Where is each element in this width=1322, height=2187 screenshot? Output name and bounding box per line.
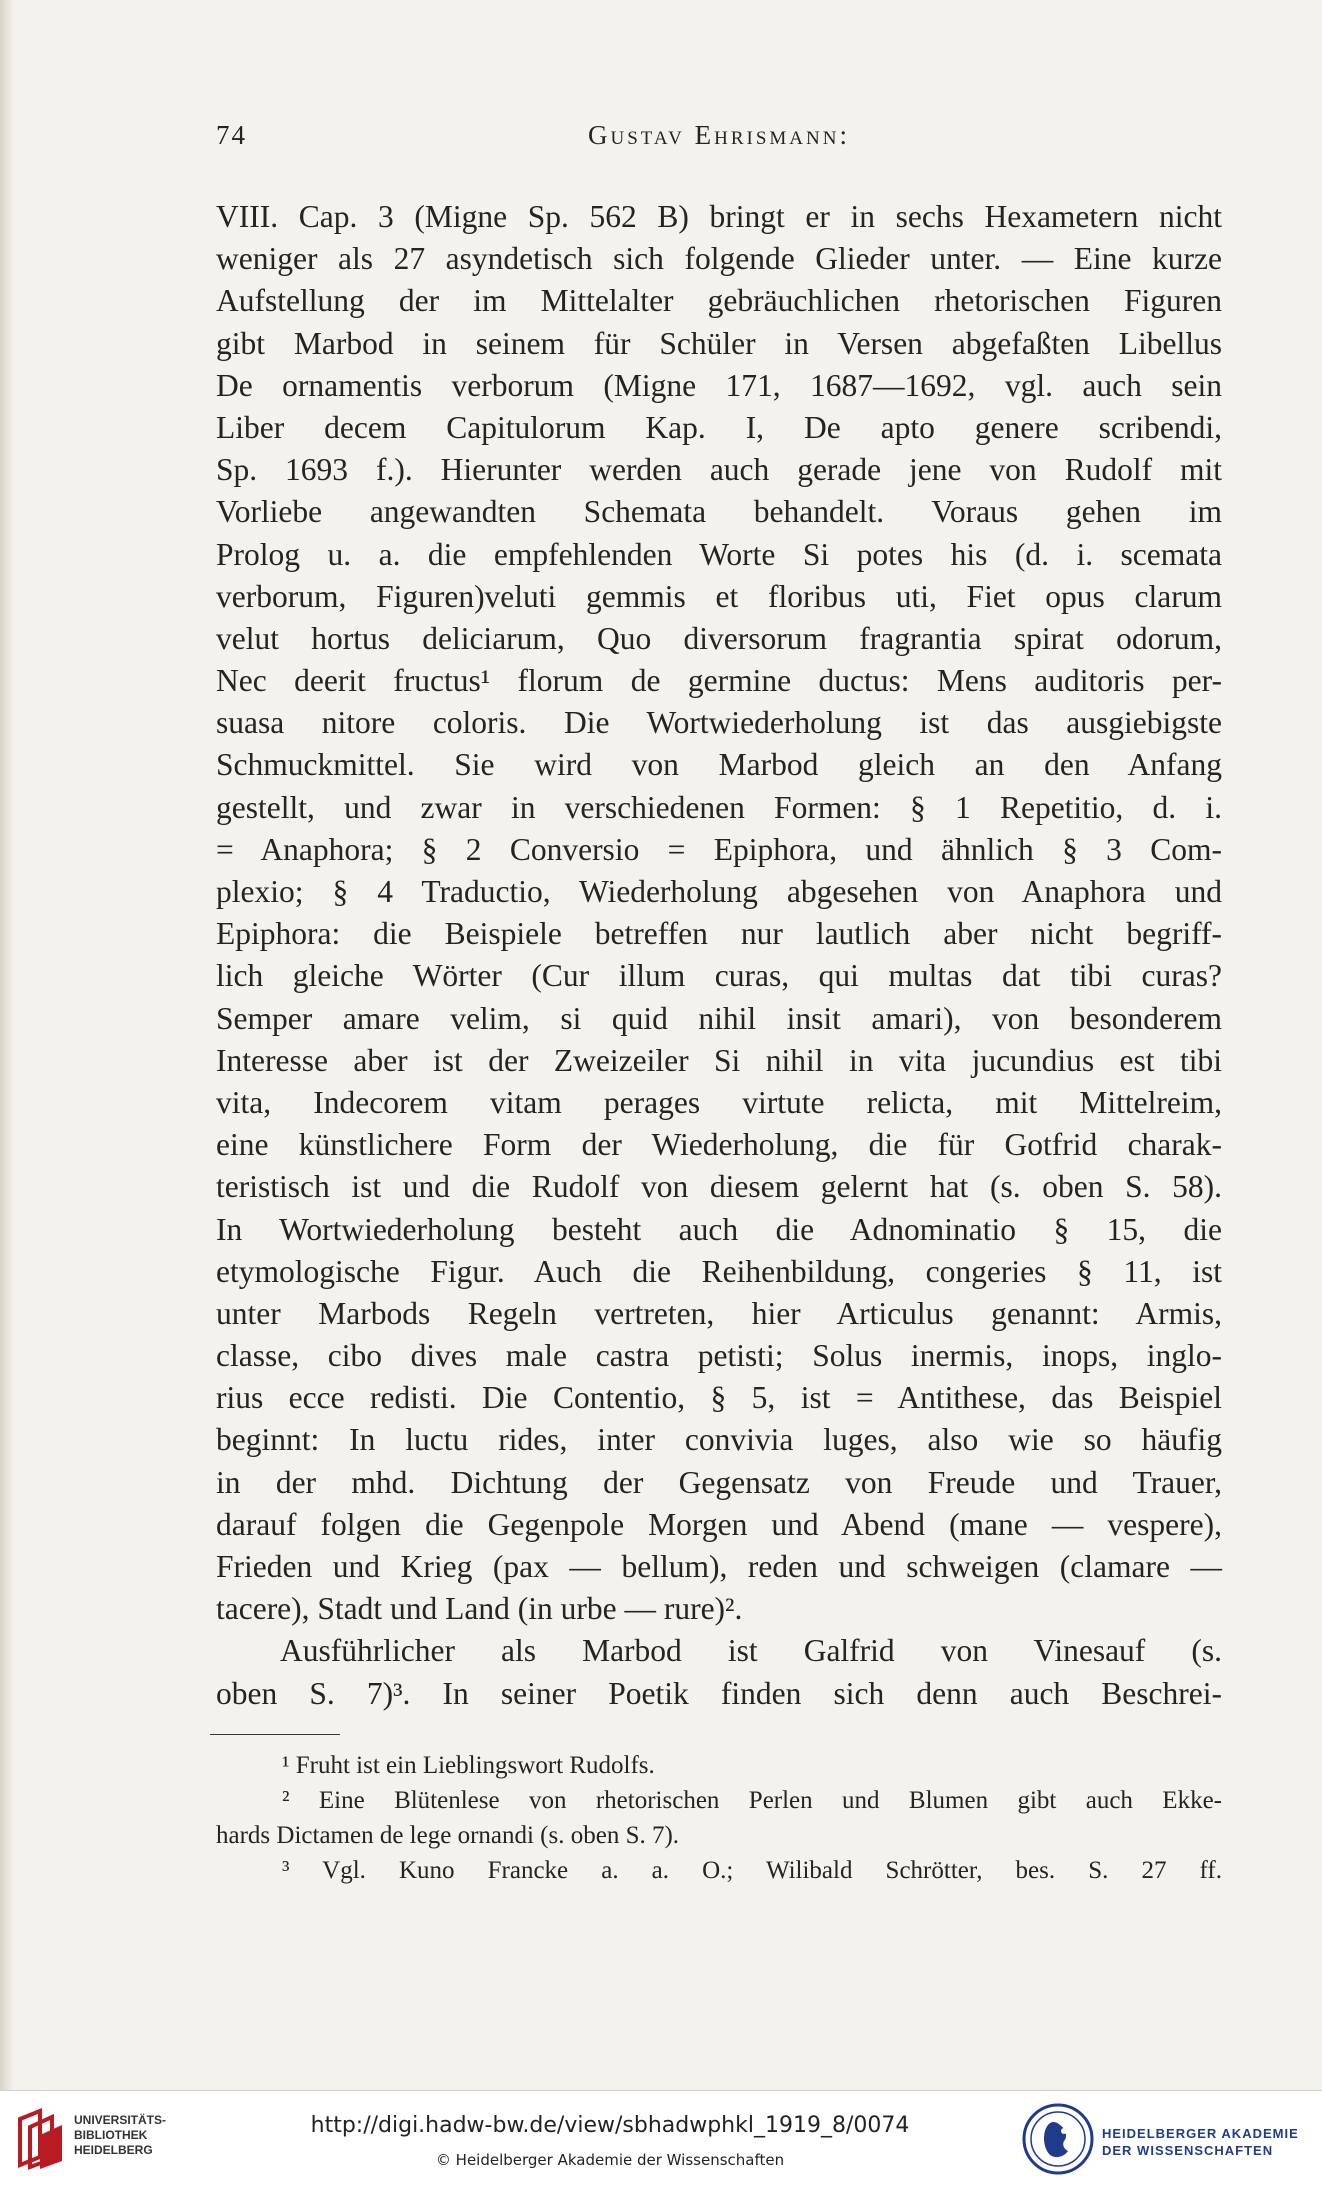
footnote-1: ¹ Fruht ist ein Lieblingswort Rudolfs. bbox=[282, 1752, 655, 1779]
text-line: Epiphora: die Beispiele betreffen nur lautlich aber nicht begriff- bbox=[216, 916, 1222, 952]
text-line: suasa nitore coloris. Die Wortwiederholung ist das ausgiebigste bbox=[216, 705, 1222, 741]
text-line: Schmuckmittel. Sie wird von Marbod gleich an den Anfang bbox=[216, 747, 1222, 783]
text-line: Vorliebe angewandten Schemata behandelt. Voraus gehen im bbox=[216, 494, 1222, 530]
author-name-head: Gustav Ehrismann: bbox=[588, 120, 850, 150]
text-line: In Wortwiederholung besteht auch die Adnominatio § 15, die bbox=[216, 1211, 1222, 1247]
text-line: weniger als 27 asyndetisch sich folgende Glieder unter. — Eine kurze bbox=[216, 241, 1222, 277]
text-line: = Anaphora; § 2 Conversio = Epiphora, und ähnlich § 3 Com- bbox=[216, 831, 1222, 867]
text-line: gibt Marbod in seinem für Schüler in Versen abgefaßten Libellus bbox=[216, 325, 1222, 361]
text-line: gestellt, und zwar in verschiedenen Formen: § 1 Repetitio, d. i. bbox=[216, 789, 1222, 825]
university-library-logo[interactable] bbox=[14, 2105, 174, 2175]
main-text bbox=[216, 196, 1222, 1715]
text-line: beginnt: In luctu rides, inter convivia luges, also wie so häufig bbox=[216, 1422, 1222, 1458]
text-line: Interesse aber ist der Zweizeiler Si nihil in vita jucundius est tibi bbox=[216, 1042, 1222, 1078]
text-line: VIII. Cap. 3 (Migne Sp. 562 B) bringt er in sechs Hexametern nicht bbox=[216, 199, 1222, 234]
text-line: plexio; § 4 Traductio, Wiederholung abgesehen von Anaphora und bbox=[216, 874, 1222, 909]
text-line: Semper amare velim, si quid nihil insit amari), von besonderem bbox=[216, 1000, 1222, 1036]
viewer-footer bbox=[0, 2090, 1322, 2187]
library-logo-text: UNIVERSITÄTS- BIBLIOTHEK HEIDELBERG bbox=[74, 2113, 167, 2157]
text-line: De ornamentis verborum (Migne 171, 1687—1692, vgl. auch sein bbox=[216, 367, 1222, 403]
text-line: Ausführlicher als Marbod ist Galfrid von Vinesauf (s. bbox=[280, 1633, 1222, 1669]
text-line: in der mhd. Dichtung der Gegensatz von Freude und Trauer, bbox=[216, 1464, 1222, 1500]
text-line: velut hortus deliciarum, Quo diversorum fragrantia spirat odorum, bbox=[216, 620, 1222, 656]
page-edge-shadow bbox=[0, 0, 14, 2090]
academy-logo[interactable] bbox=[1020, 2101, 1310, 2179]
text-line: rius ecce redisti. Die Contentio, § 5, ist = Antithese, das Beispiel bbox=[216, 1380, 1222, 1416]
text-line: Liber decem Capitulorum Kap. I, De apto genere scribendi, bbox=[216, 409, 1222, 445]
academy-seal-icon bbox=[1020, 2101, 1096, 2177]
text-line: Nec deerit fructus¹ florum de germine ductus: Mens auditoris per- bbox=[216, 663, 1222, 699]
copyright-notice: © Heidelberger Akademie der Wissenschaften bbox=[435, 2151, 785, 2169]
footnote-divider bbox=[210, 1734, 340, 1735]
text-line: Frieden und Krieg (pax — bellum), reden und schweigen (clamare — bbox=[216, 1549, 1222, 1584]
text-line: verborum, Figuren)veluti gemmis et floribus uti, Fiet opus clarum bbox=[216, 578, 1222, 614]
text-line: darauf folgen die Gegenpole Morgen und Abend (mane — vespere), bbox=[216, 1506, 1222, 1542]
text-line: classe, cibo dives male castra petisti; Solus inermis, inops, inglo- bbox=[216, 1338, 1222, 1374]
text-line: unter Marbods Regeln vertreten, hier Articulus genannt: Armis, bbox=[216, 1295, 1222, 1331]
text-line: etymologische Figur. Auch die Reihenbildung, congeries § 11, ist bbox=[216, 1253, 1222, 1289]
footnote-2-continued: hards Dictamen de lege ornandi (s. oben S. 7). bbox=[216, 1822, 680, 1849]
text-line: teristisch ist und die Rudolf von diesem gelernt hat (s. oben S. 58). bbox=[216, 1169, 1222, 1205]
text-line: Sp. 1693 f.). Hierunter werden auch gerade jene von Rudolf mit bbox=[216, 452, 1222, 488]
academy-logo-text: HEIDELBERGER AKADEMIE DER WISSENSCHAFTEN bbox=[1102, 2126, 1299, 2158]
permalink-url[interactable]: http://digi.hadw-bw.de/view/sbhadwphkl_1919_8/0074 bbox=[310, 2113, 910, 2138]
footnote-3: ³ Vgl. Kuno Francke a. a. O.; Wilibald Schrötter, bes. S. 27 ff. bbox=[282, 1857, 1222, 1884]
text-line: Prolog u. a. die empfehlenden Worte Si potes his (d. i. scemata bbox=[216, 536, 1222, 572]
text-line: tacere), Stadt und Land (in urbe — rure)². bbox=[216, 1591, 743, 1627]
footnotes bbox=[216, 1748, 1222, 1888]
text-line: lich gleiche Wörter (Cur illum curas, qui multas dat tibi curas? bbox=[216, 958, 1222, 994]
text-line: eine künstlichere Form der Wiederholung, die für Gotfrid charak- bbox=[216, 1127, 1222, 1163]
text-line: oben S. 7)³. In seiner Poetik finden sich denn auch Beschrei- bbox=[216, 1675, 1222, 1711]
text-line: vita, Indecorem vitam perages virtute relicta, mit Mittelreim, bbox=[216, 1084, 1222, 1120]
text-line: Aufstellung der im Mittelalter gebräuchlichen rhetorischen Figuren bbox=[216, 283, 1222, 319]
page-number: 74 bbox=[216, 120, 247, 150]
running-head bbox=[216, 120, 1222, 160]
library-logo-icon bbox=[14, 2105, 66, 2171]
footnote-2: ² Eine Blütenlese von rhetorischen Perlen und Blumen gibt auch Ekke- bbox=[282, 1787, 1222, 1814]
